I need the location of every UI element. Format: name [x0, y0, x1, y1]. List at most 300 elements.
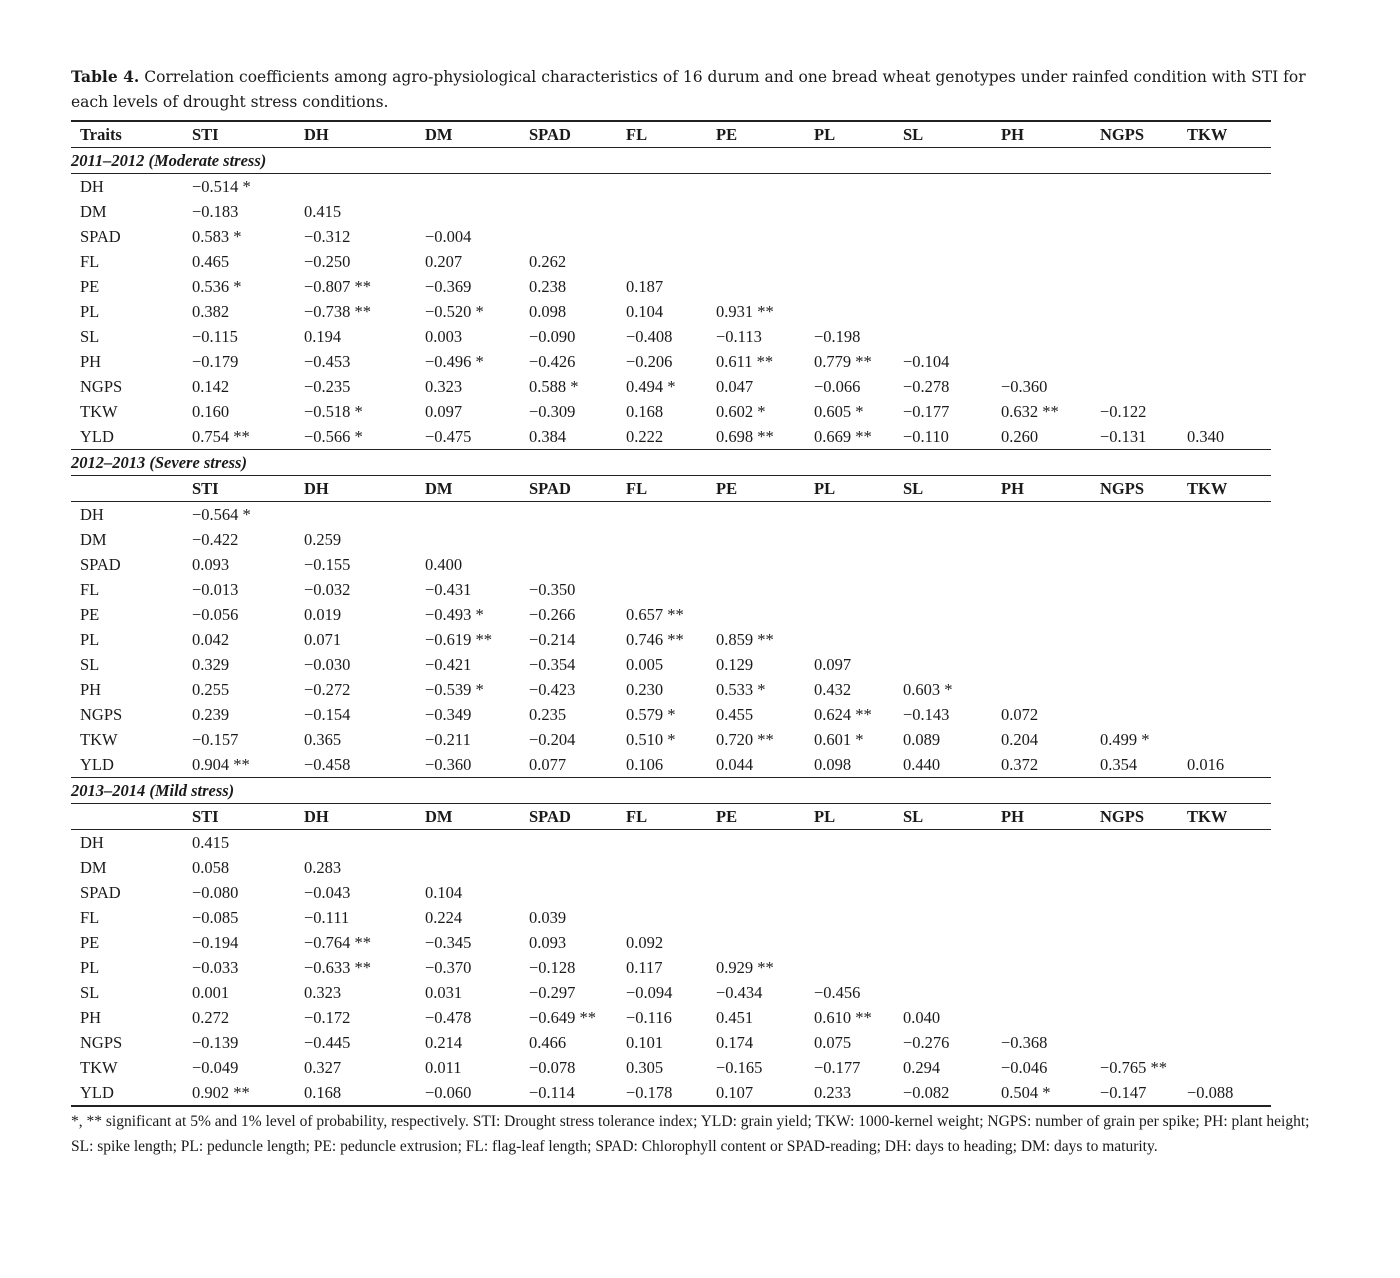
table-cell: −0.649 **	[529, 1008, 597, 1027]
table-cell	[1091, 855, 1178, 880]
table-cell: 0.323	[304, 983, 342, 1002]
table-cell	[805, 274, 894, 299]
table-cell	[1178, 930, 1271, 955]
table-cell: −0.445	[304, 1033, 351, 1052]
table-label: Table 4.	[71, 67, 140, 86]
correlation-table	[71, 120, 1271, 1107]
table-cell	[992, 955, 1091, 980]
table-cell: 0.075	[814, 1033, 852, 1052]
table-cell	[295, 502, 416, 528]
table-cell: 0.754 **	[183, 424, 295, 450]
table-cell	[805, 880, 894, 905]
table-cell: 0.588 *	[529, 377, 579, 396]
table-cell	[617, 552, 707, 577]
table-cell: −0.157	[192, 730, 239, 749]
table-cell: 0.117	[626, 958, 663, 977]
table-cell	[1178, 374, 1271, 399]
table-cell	[1178, 399, 1271, 424]
table-cell	[1178, 677, 1271, 702]
table-cell	[707, 199, 805, 224]
table-cell: 0.058	[192, 858, 230, 877]
table-cell: −0.278	[903, 377, 950, 396]
table-cell	[707, 830, 805, 856]
table-row	[71, 349, 1271, 374]
table-cell	[707, 577, 805, 602]
table-cell: 0.611 **	[716, 352, 774, 371]
table-cell	[805, 955, 894, 980]
table-cell: −0.458	[295, 752, 416, 778]
table-cell	[1178, 652, 1271, 677]
table-cell: 0.354	[1091, 752, 1178, 778]
table-cell: 0.579 *	[626, 705, 676, 724]
table-cell: 0.204	[1001, 730, 1039, 749]
table-cell: −0.266	[529, 605, 576, 624]
table-cell	[617, 905, 707, 930]
table-cell	[894, 552, 992, 577]
table-cell	[617, 249, 707, 274]
table-cell	[1178, 349, 1271, 374]
table-cell: −0.165	[716, 1058, 763, 1077]
trait-label: FL	[80, 908, 100, 927]
table-cell: 0.194	[304, 327, 342, 346]
table-cell: −0.128	[529, 958, 576, 977]
trait-label: PL	[80, 958, 100, 977]
table-cell	[894, 249, 992, 274]
table-cell: −0.155	[304, 555, 351, 574]
table-cell	[894, 299, 992, 324]
table-cell: 0.101	[626, 1033, 664, 1052]
table-row	[71, 1030, 1271, 1055]
column-header-spad: SPAD	[520, 476, 617, 502]
table-cell	[707, 224, 805, 249]
table-cell	[992, 652, 1091, 677]
table-cell: −0.046	[1001, 1058, 1048, 1077]
table-cell: −0.518 *	[304, 402, 363, 421]
column-header-tkw: TKW	[1178, 476, 1271, 502]
table-cell: 0.283	[304, 858, 342, 877]
table-cell: −0.235	[304, 377, 351, 396]
table-cell: 0.031	[425, 983, 463, 1002]
table-cell: −0.030	[304, 655, 351, 674]
table-cell	[617, 880, 707, 905]
table-cell: −0.564 *	[192, 505, 251, 524]
table-cell: 0.440	[894, 752, 992, 778]
footnote: *, ** significant at 5% and 1% level of probability, respectively. STI: Drought stress tolerance index; YLD: grain yield; TKW: 1000-kernel weight; NGPS: number of grain per spike; PH: plant height; SL: spike length; PL: peduncle length; PE: peduncle extrusion; FL: flag-leaf length; SPAD: Chlorophyll content or SPAD-reading; DH: days to heading; DM: days to maturity.	[71, 1113, 1310, 1155]
table-cell: 0.104	[626, 302, 664, 321]
table-cell	[617, 502, 707, 528]
trait-label: SL	[80, 983, 100, 1002]
table-cell	[894, 174, 992, 200]
table-cell	[992, 577, 1091, 602]
table-cell: 0.272	[192, 1008, 230, 1027]
table-cell: 0.657 **	[626, 605, 684, 624]
table-cell: 0.746 **	[626, 630, 684, 649]
table-cell: 0.039	[529, 908, 567, 927]
table-cell: 0.415	[304, 202, 342, 221]
table-row	[71, 880, 1271, 905]
table-cell: −0.090	[529, 327, 576, 346]
table-cell: −0.113	[716, 327, 762, 346]
trait-label: DH	[80, 833, 104, 852]
table-cell: −0.178	[617, 1080, 707, 1106]
table-cell: −0.206	[626, 352, 673, 371]
table-cell	[707, 502, 805, 528]
table-cell: 0.510 *	[626, 730, 676, 749]
table-cell	[707, 880, 805, 905]
table-cell: 0.931 **	[716, 302, 774, 321]
trait-label: NGPS	[80, 377, 123, 396]
table-cell: 0.016	[1178, 752, 1271, 778]
table-cell	[992, 299, 1091, 324]
table-cell: 0.077	[520, 752, 617, 778]
table-row	[71, 274, 1271, 299]
table-cell: −0.111	[304, 908, 350, 927]
table-cell: 0.168	[626, 402, 664, 421]
section-title: 2012–2013 (Severe stress)	[71, 450, 1271, 476]
table-cell	[805, 930, 894, 955]
table-row	[71, 1005, 1271, 1030]
table-cell	[1178, 249, 1271, 274]
trait-label: FL	[80, 580, 100, 599]
table-cell	[992, 552, 1091, 577]
table-cell: −0.349	[425, 705, 472, 724]
table-cell	[894, 652, 992, 677]
table-cell: 0.305	[626, 1058, 664, 1077]
table-cell	[1178, 830, 1271, 856]
column-header-dh: DH	[295, 121, 416, 148]
table-cell	[707, 249, 805, 274]
table-row	[71, 1055, 1271, 1080]
table-cell	[894, 224, 992, 249]
table-cell	[1178, 855, 1271, 880]
table-cell	[894, 324, 992, 349]
table-cell: 0.601 *	[814, 730, 864, 749]
table-row	[71, 174, 1271, 200]
table-cell	[520, 855, 617, 880]
table-cell	[1178, 552, 1271, 577]
table-cell	[894, 880, 992, 905]
table-cell: −0.060	[416, 1080, 520, 1106]
table-cell: −0.204	[529, 730, 576, 749]
table-cell: 0.044	[707, 752, 805, 778]
trait-label: YLD	[71, 752, 183, 778]
column-header-ngps: NGPS	[1091, 804, 1178, 830]
table-cell: −0.619 **	[425, 630, 493, 649]
table-cell: 0.047	[716, 377, 754, 396]
table-cell: 0.093	[529, 933, 567, 952]
table-cell	[520, 552, 617, 577]
table-cell: 0.097	[814, 655, 852, 674]
table-cell	[894, 199, 992, 224]
table-cell	[1091, 980, 1178, 1005]
table-cell	[416, 830, 520, 856]
table-cell	[992, 274, 1091, 299]
table-cell: 0.224	[425, 908, 463, 927]
table-cell: 0.499 *	[1100, 730, 1150, 749]
table-cell	[1178, 602, 1271, 627]
table-cell	[992, 224, 1091, 249]
table-cell	[992, 905, 1091, 930]
table-cell: −0.493 *	[425, 605, 484, 624]
table-cell: 0.904 **	[183, 752, 295, 778]
table-cell	[992, 199, 1091, 224]
table-cell	[992, 880, 1091, 905]
column-header-row	[71, 121, 1271, 148]
table-row	[71, 224, 1271, 249]
table-cell	[707, 930, 805, 955]
table-row	[71, 324, 1271, 349]
trait-label: YLD	[71, 424, 183, 450]
column-header-pl: PL	[805, 476, 894, 502]
table-cell	[617, 830, 707, 856]
table-cell	[805, 855, 894, 880]
trait-label: DH	[80, 505, 104, 524]
table-cell: −0.475	[416, 424, 520, 450]
table-cell: 0.415	[192, 833, 230, 852]
table-cell: −0.172	[304, 1008, 351, 1027]
table-cell	[992, 1005, 1091, 1030]
trait-label: DM	[80, 858, 107, 877]
trait-label: DM	[80, 530, 107, 549]
table-row	[71, 199, 1271, 224]
trait-label: TKW	[80, 402, 118, 421]
table-cell	[1091, 602, 1178, 627]
table-row	[71, 627, 1271, 652]
trait-label: DM	[80, 202, 107, 221]
table-cell: −0.116	[626, 1008, 672, 1027]
table-cell: −0.514 *	[192, 177, 251, 196]
trait-label: PH	[80, 680, 102, 699]
table-cell: 0.603 *	[903, 680, 953, 699]
table-cell	[1178, 324, 1271, 349]
table-cell	[295, 174, 416, 200]
table-cell: −0.114	[520, 1080, 617, 1106]
table-cell	[992, 627, 1091, 652]
table-cell	[617, 577, 707, 602]
table-cell: −0.177	[903, 402, 950, 421]
table-cell: −0.143	[903, 705, 950, 724]
table-cell: 0.365	[304, 730, 342, 749]
table-cell	[1178, 274, 1271, 299]
table-cell	[1178, 224, 1271, 249]
table-cell: 0.494 *	[626, 377, 676, 396]
table-cell: −0.297	[529, 983, 576, 1002]
column-header-pl: PL	[805, 121, 894, 148]
table-cell: −0.013	[192, 580, 239, 599]
table-cell	[707, 174, 805, 200]
table-cell	[1091, 830, 1178, 856]
table-cell	[992, 349, 1091, 374]
table-cell: 0.698 **	[707, 424, 805, 450]
table-cell: 0.174	[716, 1033, 754, 1052]
table-cell: −0.272	[304, 680, 351, 699]
table-cell: 0.239	[192, 705, 230, 724]
table-cell	[894, 830, 992, 856]
table-cell: 0.533 *	[716, 680, 766, 699]
table-cell: 0.142	[192, 377, 230, 396]
table-cell: 0.019	[304, 605, 342, 624]
column-header-dm: DM	[416, 476, 520, 502]
trait-label: PH	[80, 1008, 102, 1027]
column-header-sl: SL	[894, 476, 992, 502]
table-cell: −0.360	[416, 752, 520, 778]
table-cell	[1178, 299, 1271, 324]
column-header-pe: PE	[707, 804, 805, 830]
table-cell	[707, 905, 805, 930]
table-cell: 0.384	[520, 424, 617, 450]
table-cell: 0.005	[626, 655, 664, 674]
table-cell	[894, 502, 992, 528]
table-cell	[617, 224, 707, 249]
table-cell: 0.632 **	[1001, 402, 1059, 421]
table-cell: −0.807 **	[304, 277, 372, 296]
table-cell: 0.372	[992, 752, 1091, 778]
column-header-traits	[71, 804, 183, 830]
table-cell	[1178, 880, 1271, 905]
column-header-sti: STI	[183, 121, 295, 148]
table-cell	[617, 527, 707, 552]
table-cell: 0.207	[425, 252, 463, 271]
table-cell: −0.764 **	[304, 933, 372, 952]
table-row	[71, 249, 1271, 274]
table-cell	[1091, 627, 1178, 652]
table-cell	[1178, 174, 1271, 200]
table-cell	[894, 955, 992, 980]
table-cell	[992, 855, 1091, 880]
table-row	[71, 702, 1271, 727]
table-cell: −0.312	[304, 227, 351, 246]
table-cell	[1091, 174, 1178, 200]
column-header-ph: PH	[992, 476, 1091, 502]
table-row	[71, 955, 1271, 980]
table-cell	[520, 224, 617, 249]
table-cell: 0.504 *	[992, 1080, 1091, 1106]
table-cell	[416, 502, 520, 528]
table-cell: −0.154	[304, 705, 351, 724]
table-cell	[1178, 905, 1271, 930]
trait-label: DH	[80, 177, 104, 196]
table-row	[71, 727, 1271, 752]
table-cell	[1091, 1005, 1178, 1030]
table-cell	[1178, 1005, 1271, 1030]
table-cell	[805, 830, 894, 856]
caption-text: Correlation coefficients among agro-physiological characteristics of 16 durum and one bread wheat genotypes under rainfed condition with STI for each levels of drought stress conditions.	[71, 68, 1306, 111]
table-cell: 0.624 **	[814, 705, 872, 724]
table-cell	[805, 224, 894, 249]
column-header-sl: SL	[894, 121, 992, 148]
table-cell: −0.094	[626, 983, 673, 1002]
table-cell	[805, 552, 894, 577]
table-cell: −0.056	[192, 605, 239, 624]
table-cell	[1091, 677, 1178, 702]
table-caption	[71, 64, 1331, 115]
table-cell: −0.350	[529, 580, 576, 599]
trait-label: NGPS	[80, 1033, 123, 1052]
table-cell	[1091, 552, 1178, 577]
section-title-row	[71, 450, 1271, 476]
trait-label: SL	[80, 655, 100, 674]
column-header-row	[71, 476, 1271, 502]
column-header-sti: STI	[183, 804, 295, 830]
table-cell	[707, 274, 805, 299]
table-row	[71, 677, 1271, 702]
table-cell	[894, 602, 992, 627]
table-cell: −0.496 *	[425, 352, 484, 371]
table-cell: 0.451	[716, 1008, 754, 1027]
table-cell: 0.003	[425, 327, 463, 346]
table-cell: 0.238	[529, 277, 567, 296]
table-cell	[894, 905, 992, 930]
table-cell: 0.214	[425, 1033, 463, 1052]
table-cell: −0.765 **	[1100, 1058, 1168, 1077]
table-cell: −0.177	[814, 1058, 861, 1077]
table-cell	[1091, 324, 1178, 349]
table-cell: 0.902 **	[183, 1080, 295, 1106]
table-cell	[805, 502, 894, 528]
table-cell: 0.432	[814, 680, 852, 699]
table-cell	[1091, 880, 1178, 905]
table-cell: −0.198	[814, 327, 861, 346]
trait-label: NGPS	[80, 705, 123, 724]
table-cell	[805, 199, 894, 224]
table-cell: 0.011	[425, 1058, 462, 1077]
column-header-ngps: NGPS	[1091, 476, 1178, 502]
table-cell	[992, 249, 1091, 274]
table-cell: −0.043	[304, 883, 351, 902]
table-cell: 0.327	[304, 1058, 342, 1077]
trait-label: YLD	[71, 1080, 183, 1106]
table-cell: 0.340	[1178, 424, 1271, 450]
table-body	[71, 121, 1271, 1106]
table-cell: −0.115	[192, 327, 238, 346]
table-cell	[1091, 199, 1178, 224]
table-cell	[1091, 652, 1178, 677]
table-cell	[520, 830, 617, 856]
table-cell: 0.382	[192, 302, 230, 321]
table-cell: 0.104	[425, 883, 463, 902]
table-cell	[894, 627, 992, 652]
table-cell	[1178, 702, 1271, 727]
table-cell: 0.097	[425, 402, 463, 421]
table-cell	[1178, 577, 1271, 602]
table-cell: 0.400	[425, 555, 463, 574]
table-cell	[520, 880, 617, 905]
table-cell: −0.131	[1091, 424, 1178, 450]
table-cell: −0.422	[192, 530, 239, 549]
column-header-traits	[71, 476, 183, 502]
table-cell: −0.122	[1100, 402, 1147, 421]
column-header-fl: FL	[617, 121, 707, 148]
table-cell: 0.536 *	[192, 277, 242, 296]
table-cell: 0.929 **	[716, 958, 774, 977]
table-cell	[1091, 527, 1178, 552]
table-cell	[992, 174, 1091, 200]
table-cell	[1091, 374, 1178, 399]
table-cell: −0.004	[425, 227, 472, 246]
table-cell	[1091, 905, 1178, 930]
table-cell: −0.431	[425, 580, 472, 599]
table-cell: 0.072	[1001, 705, 1039, 724]
table-cell: −0.088	[1178, 1080, 1271, 1106]
table-cell: 0.779 **	[814, 352, 872, 371]
table-cell: −0.633 **	[304, 958, 372, 977]
table-cell	[416, 855, 520, 880]
table-cell	[1178, 727, 1271, 752]
table-cell: 0.669 **	[805, 424, 894, 450]
table-cell: 0.129	[716, 655, 754, 674]
table-row	[71, 980, 1271, 1005]
table-cell: −0.434	[716, 983, 763, 1002]
